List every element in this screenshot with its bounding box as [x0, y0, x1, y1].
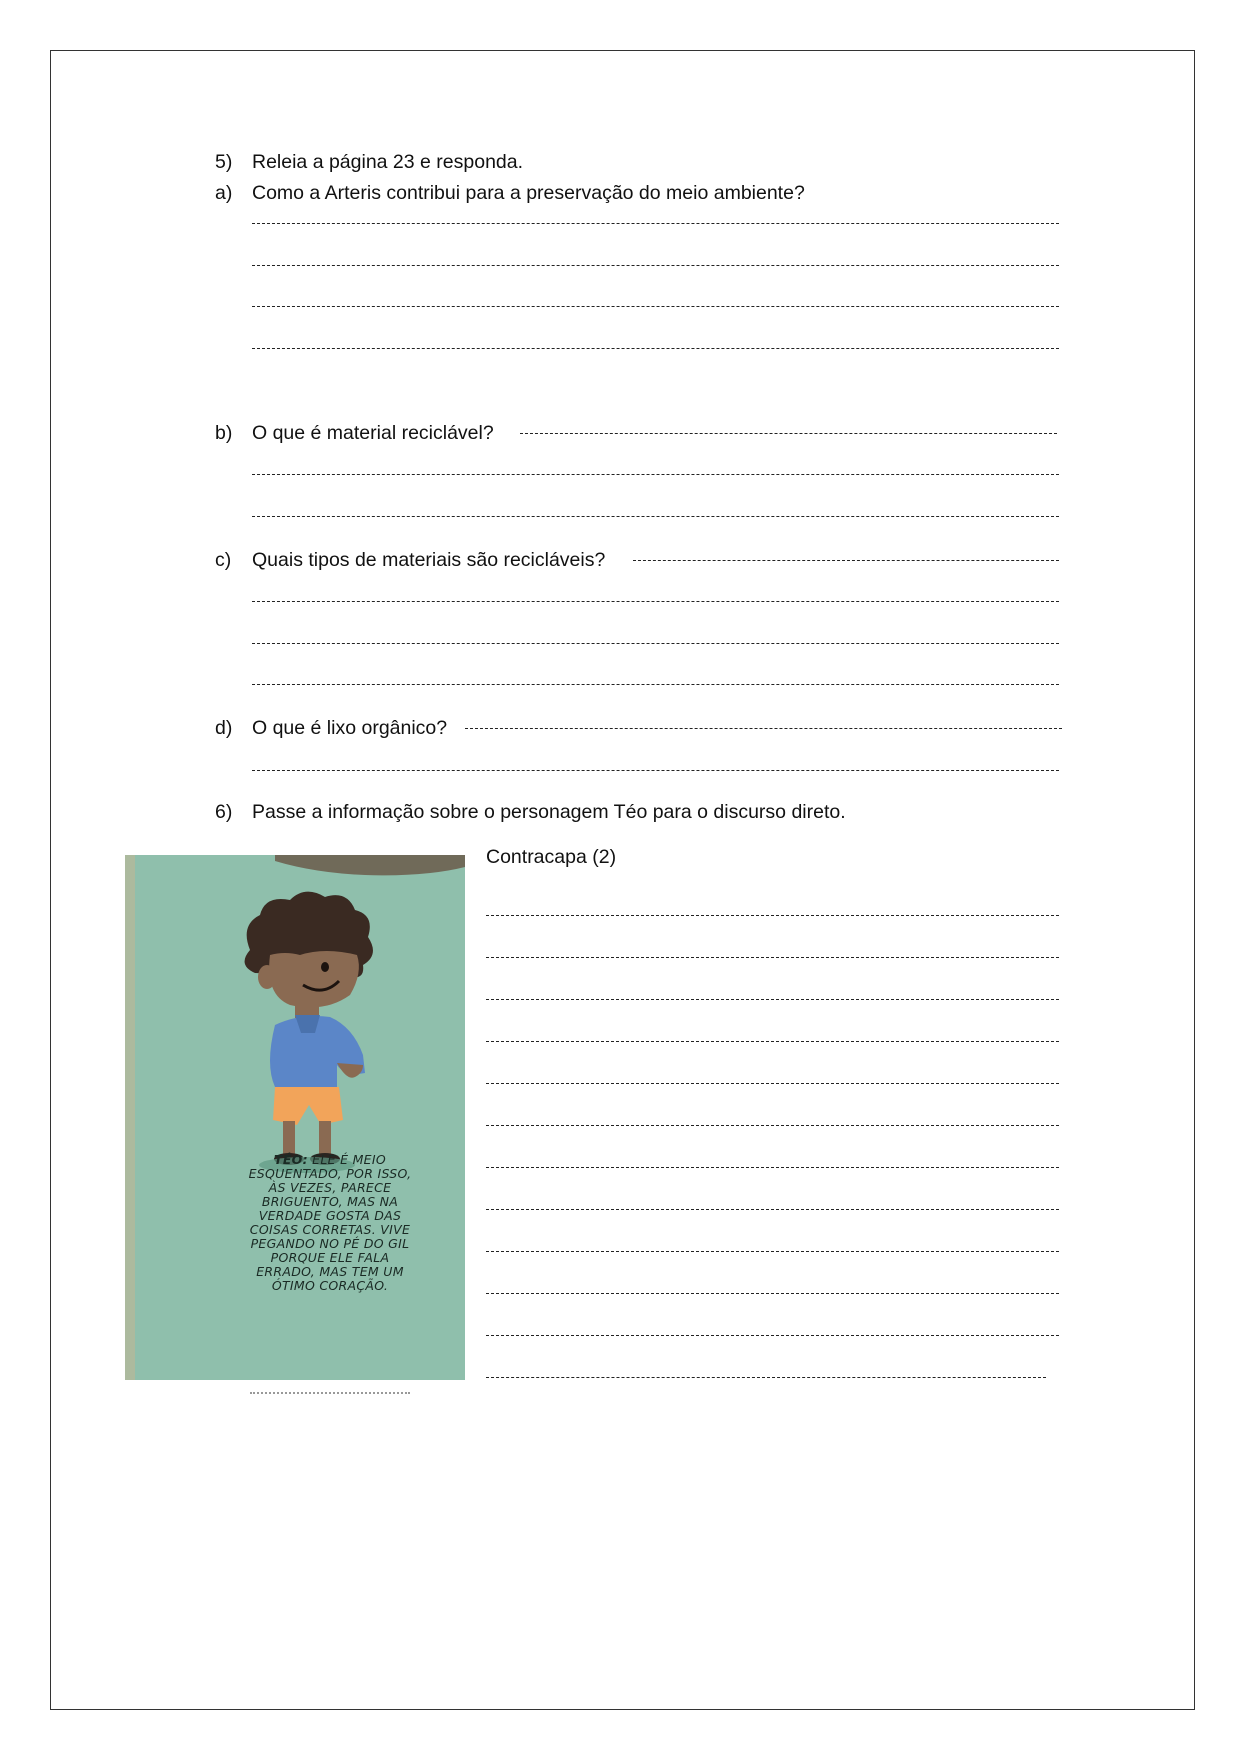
answer-line[interactable]: [520, 433, 1057, 434]
question-text: O que é material reciclável?: [252, 422, 494, 444]
character-name: TÉO:: [274, 1152, 308, 1167]
answer-line[interactable]: [486, 999, 1059, 1000]
question-letter: c): [215, 549, 232, 571]
question-text: Quais tipos de materiais são recicláveis?: [252, 549, 606, 571]
question-text: Passe a informação sobre o personagem Téo para o discurso direto.: [252, 801, 846, 823]
answer-line[interactable]: [633, 560, 1059, 561]
question-letter: a): [215, 182, 233, 204]
answer-line[interactable]: [252, 306, 1059, 307]
answer-line[interactable]: [486, 1335, 1059, 1336]
comic-caption: [240, 1153, 420, 1293]
teo-character-illustration: [125, 855, 465, 1380]
answer-line[interactable]: [252, 643, 1059, 644]
answer-line[interactable]: [486, 1125, 1059, 1126]
contracapa-heading: Contracapa (2): [486, 846, 617, 868]
answer-line[interactable]: [486, 1209, 1059, 1210]
answer-line[interactable]: [252, 265, 1059, 266]
answer-line[interactable]: [486, 1167, 1059, 1168]
question-text: Releia a página 23 e responda.: [252, 151, 524, 173]
answer-line[interactable]: [486, 1041, 1059, 1042]
question-number: 5): [215, 151, 233, 173]
caption-text: ELE É MEIO ESQUENTADO, POR ISSO, ÀS VEZES, PARECE BRIGUENTO, MAS NA VERDADE GOSTA DAS COISAS CORRETAS. VIVE PEGANDO NO PÉ DO GIL PORQUE ELE FALA ERRADO, MAS TEM UM ÓTIMO CORAÇÃO.: [248, 1152, 412, 1293]
question-letter: b): [215, 422, 233, 444]
answer-line[interactable]: [486, 1083, 1059, 1084]
question-text: Como a Arteris contribui para a preservação do meio ambiente?: [252, 182, 805, 204]
answer-line[interactable]: [252, 348, 1059, 349]
answer-line[interactable]: [252, 770, 1059, 771]
answer-line[interactable]: [252, 474, 1059, 475]
answer-line[interactable]: [252, 516, 1059, 517]
answer-line[interactable]: [486, 1377, 1046, 1378]
teo-comic-image: [125, 855, 465, 1380]
scan-artifact: [250, 1392, 410, 1394]
question-text: O que é lixo orgânico?: [252, 717, 448, 739]
answer-line[interactable]: [486, 1293, 1059, 1294]
answer-line[interactable]: [486, 1251, 1059, 1252]
answer-line[interactable]: [252, 223, 1059, 224]
answer-line[interactable]: [252, 684, 1059, 685]
answer-line[interactable]: [486, 915, 1059, 916]
answer-line[interactable]: [486, 957, 1059, 958]
question-number: 6): [215, 801, 233, 823]
answer-line[interactable]: [465, 728, 1062, 729]
answer-line[interactable]: [252, 601, 1059, 602]
question-letter: d): [215, 717, 233, 739]
